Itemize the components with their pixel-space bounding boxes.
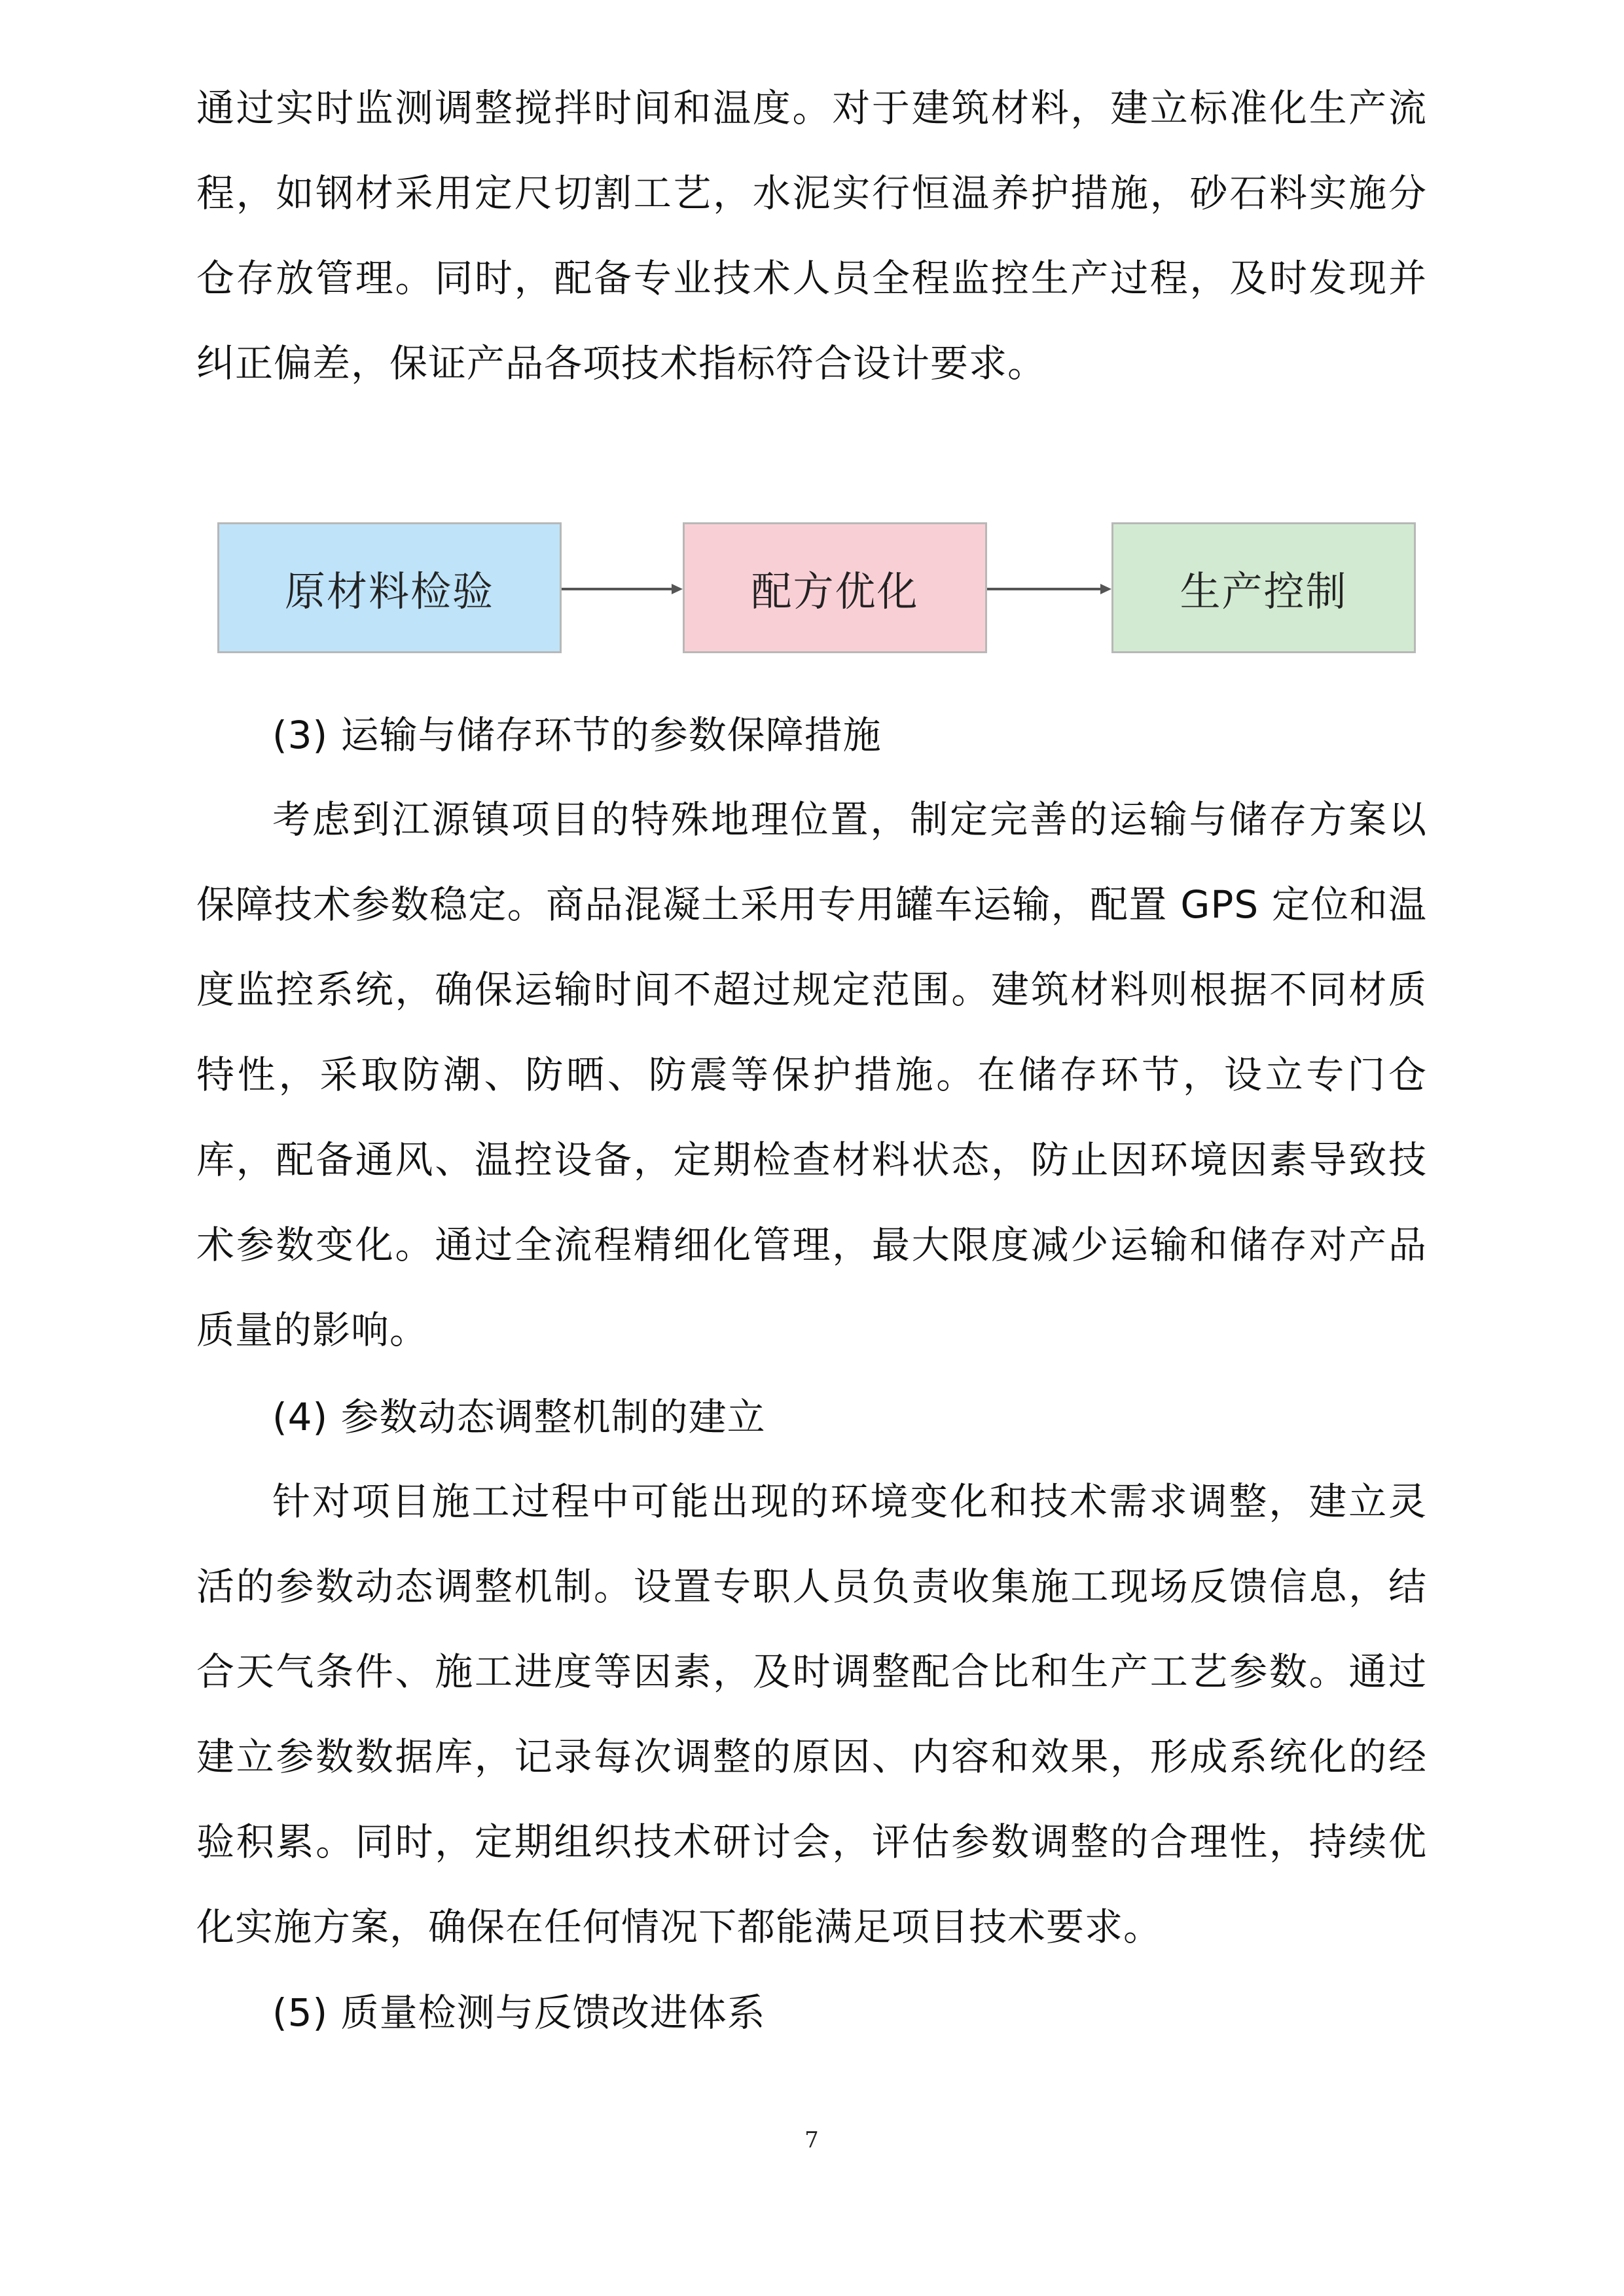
- section-heading-5: (5) 质量检测与反馈改进体系: [272, 1990, 766, 2035]
- flow-arrow-2: [987, 583, 1111, 596]
- paragraph-dynamic-adjustment: 针对项目施工过程中可能出现的环境变化和技术需求调整，建立灵活的参数动态调整机制。设置专职人员负责收集施工现场反馈信息，结合天气条件、施工进度等因素，及时调整配合比和生产工艺参数。通过建立参数数据库，记录每次调整的原因、内容和效果，形成系统化的经验积累。同时，定期组织技术研讨会，评估参数调整的合理性，持续优化实施方案，确保在任何情况下都能满足项目技术要求。: [196, 1479, 1427, 1949]
- section-heading-3: (3) 运输与储存环节的参数保障措施: [272, 713, 882, 757]
- flow-step-raw-material-inspection: 原材料检验: [217, 522, 562, 653]
- section-heading-4: (4) 参数动态调整机制的建立: [272, 1395, 766, 1439]
- flow-arrow-1: [562, 583, 683, 596]
- paragraph-transport-storage: 考虑到江源镇项目的特殊地理位置，制定完善的运输与储存方案以保障技术参数稳定。商品混凝土采用专用罐车运输，配置 GPS 定位和温度监控系统，确保运输时间不超过规定范围。建筑材料则根据不同材质特性，采取防潮、防晒、防震等保护措施。在储存环节，设立专门仓库，配备通风、温控设备，定期检查材料状态，防止因环境因素导致技术参数变化。通过全流程精细化管理，最大限度减少运输和储存对产品质量的影响。: [196, 797, 1427, 1352]
- flow-step-formula-optimization: 配方优化: [683, 522, 987, 653]
- flow-step-production-control: 生产控制: [1111, 522, 1416, 653]
- page-number: 7: [804, 2127, 819, 2153]
- paragraph-material-control: 通过实时监测调整搅拌时间和温度。对于建筑材料，建立标准化生产流程，如钢材采用定尺切割工艺，水泥实行恒温养护措施，砂石料实施分仓存放管理。同时，配备专业技术人员全程监控生产过程，及时发现并纠正偏差，保证产品各项技术指标符合设计要求。: [196, 86, 1427, 386]
